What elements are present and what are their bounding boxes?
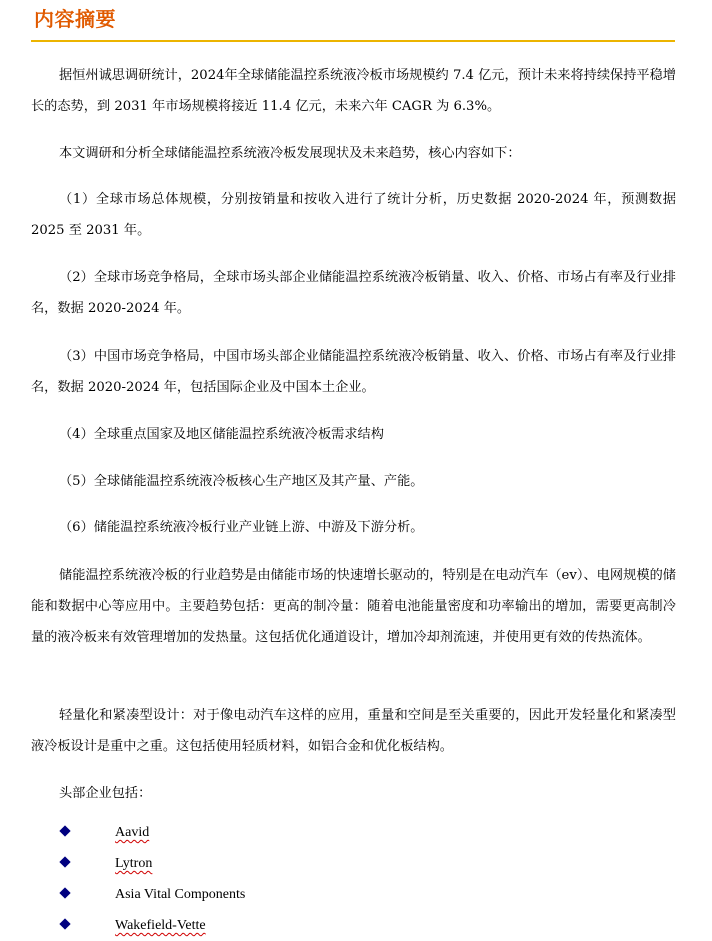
list-item-3: （3）中国市场竞争格局，中国市场头部企业储能温控系统液冷板销量、收入、价格、市场占有率及行业排名，数据 2020-2024 年，包括国际企业及中国本土企业。	[31, 349, 676, 395]
diamond-bullet-icon	[59, 856, 70, 867]
paragraph-leaders-intro: 头部企业包括：	[59, 786, 152, 801]
company-name: Lytron	[115, 856, 153, 871]
company-name: Aavid	[115, 825, 150, 840]
paragraph-intro: 据恒州诚思调研统计，2024年全球储能温控系统液冷板市场规模约 7.4 亿元，预计未来将持续保持平稳增长的态势，到 2031 年市场规模将接近 11.4 亿元，未来六年 CAGR 为 6.3%。	[31, 68, 676, 114]
paragraph-lightweight: 轻量化和紧凑型设计：对于像电动汽车这样的应用，重量和空间是至关重要的，因此开发轻量化和紧凑型液冷板设计是重中之重。这包括使用轻质材料，如铝合金和优化板结构。	[31, 708, 676, 754]
paragraph-trend: 储能温控系统液冷板的行业趋势是由储能市场的快速增长驱动的，特别是在电动汽车（ev）、电网规模的储能和数据中心等应用中。主要趋势包括：更高的制冷量：随着电池能量密度和功率输出的增加，需要更高制冷量的液冷板来有效管理增加的发热量。这包括优化通道设计，增加冷却剂流速，并使用更有效的传热流体。	[31, 568, 676, 645]
diamond-bullet-icon	[59, 887, 70, 898]
list-item-4: （4）全球重点国家及地区储能温控系统液冷板需求结构	[59, 427, 384, 442]
list-item-1: （1）全球市场总体规模，分别按销量和按收入进行了统计分析，历史数据 2020-2024 年，预测数据 2025 至 2031 年。	[31, 192, 676, 238]
company-name: Asia Vital Components	[115, 887, 246, 902]
list-item-6: （6）储能温控系统液冷板行业产业链上游、中游及下游分析。	[59, 520, 424, 535]
diamond-bullet-icon	[59, 825, 70, 836]
list-item-2: （2）全球市场竞争格局，全球市场头部企业储能温控系统液冷板销量、收入、价格、市场占有率及行业排名，数据 2020-2024 年。	[31, 270, 676, 316]
diamond-bullet-icon	[59, 918, 70, 929]
title-divider	[31, 40, 675, 42]
paragraph-scope: 本文调研和分析全球储能温控系统液冷板发展现状及未来趋势，核心内容如下：	[59, 146, 521, 161]
page-title: 内容摘要	[34, 7, 116, 31]
company-name: Wakefield-Vette	[115, 918, 206, 933]
list-item-5: （5）全球储能温控系统液冷板核心生产地区及其产量、产能。	[59, 474, 424, 489]
